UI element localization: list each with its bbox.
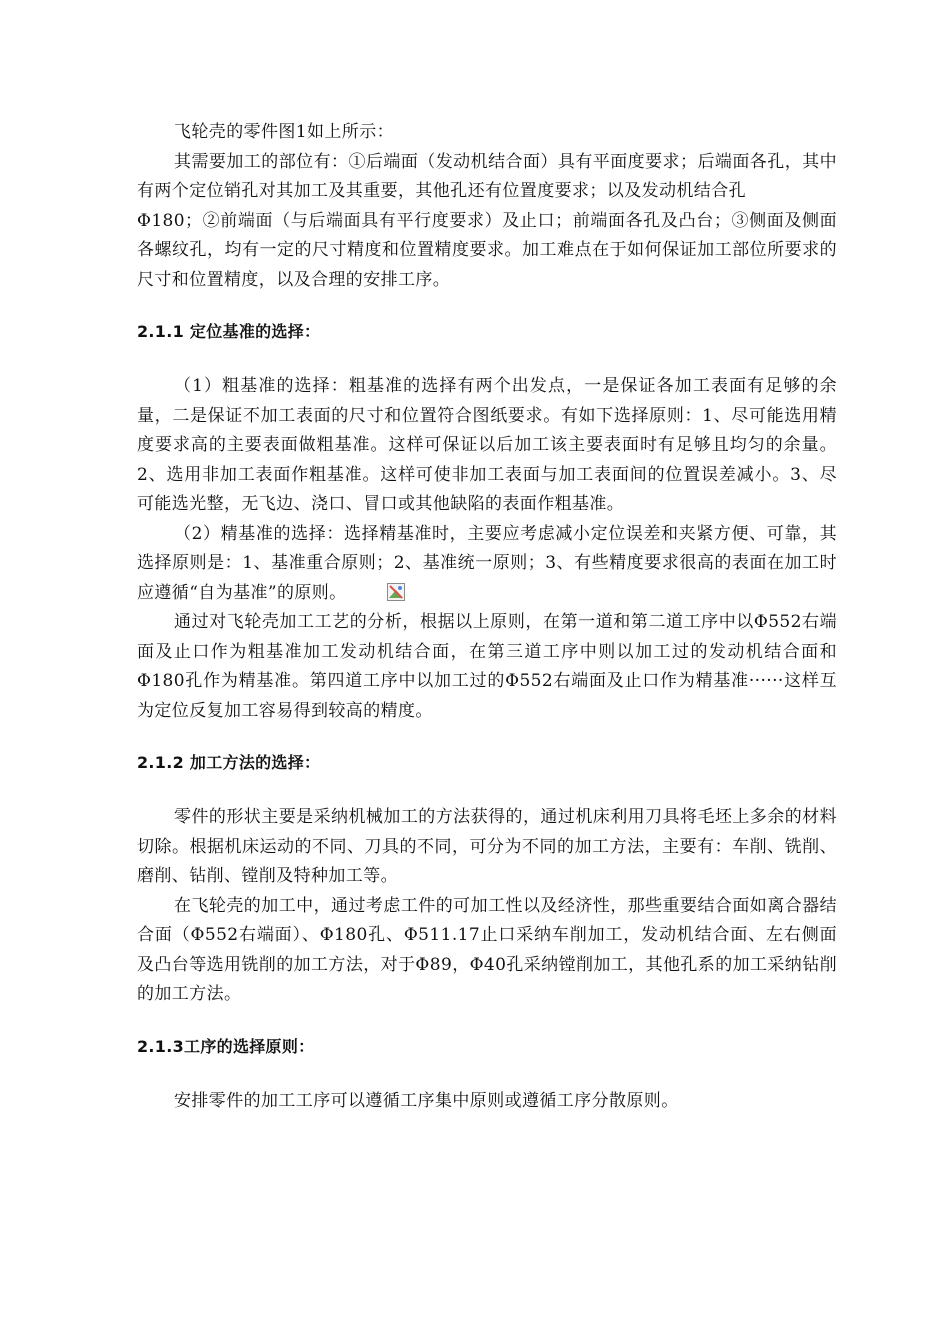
section1-paragraph-2 bbox=[137, 520, 837, 609]
intro-paragraph-2-line-1: 其需要加工的部位有：①后端面（发动机结合面）具有平面度要求；后端面各孔，其中有两个定位销孔对其加工及其重要，其他孔还有位置度要求；以及发动机结合孔 bbox=[137, 151, 837, 201]
section3-paragraph-1: 安排零件的加工工序可以遵循工序集中原则或遵循工序分散原则。 bbox=[174, 1090, 679, 1111]
section-heading-2-1-3: 2.1.3工序的选择原则： bbox=[137, 1036, 315, 1056]
intro-paragraph-2-line-2: Φ180；②前端面（与后端面具有平行度要求）及止口；前端面各孔及凸台；③侧面及侧面各螺纹孔，均有一定的尺寸精度和位置精度要求。加工难点在于如何保证加工部位所要求的尺寸和位置精度，以及合理的安排工序。 bbox=[137, 210, 837, 290]
section2-paragraph-2: 在飞轮壳的加工中，通过考虑工件的可加工性以及经济性，那些重要结合面如离合器结合面（Φ552右端面）、Φ180孔、Φ511.17止口采纳车削加工，发动机结合面、左右侧面及凸台等选用铣削的加工方法，对于Φ89，Φ40孔采纳镗削加工，其他孔系的加工采纳钻削的加工方法。 bbox=[137, 895, 837, 1004]
document-page bbox=[137, 118, 837, 1116]
section1-paragraph-2-text: （2）精基准的选择：选择精基准时，主要应考虑减小定位误差和夹紧方便、可靠，其选择原则是：1、基准重合原则；2、基准统一原则；3、有些精度要求很高的表面在加工时应遵循“自为基准”的原则。 bbox=[137, 523, 837, 603]
section-heading-2-1-1: 2.1.1 定位基准的选择： bbox=[137, 322, 321, 341]
broken-image-icon bbox=[350, 582, 368, 600]
section1-paragraph-3: 通过对飞轮壳加工工艺的分析，根据以上原则，在第一道和第二道工序中以Φ552右端面及止口作为粗基准加工发动机结合面，在第三道工序中则以加工过的发动机结合面和Φ180孔作为精基准。第四道工序中以加工过的Φ552右端面及止口作为精基准······这样互为定位反复加工容易得到较高的精度。 bbox=[137, 612, 837, 721]
section1-paragraph-1: （1）粗基准的选择：粗基准的选择有两个出发点，一是保证各加工表面有足够的余量，二是保证不加工表面的尺寸和位置符合图纸要求。有如下选择原则：1、尽可能选用精度要求高的主要表面做粗基准。这样可保证以后加工该主要表面时有足够且均匀的余量。2、选用非加工表面作粗基准。这样可使非加工表面与加工表面间的位置误差减小。3、尽可能选光整，无飞边、浇口、冒口或其他缺陷的表面作粗基准。 bbox=[137, 376, 837, 514]
section-heading-2-1-2: 2.1.2 加工方法的选择： bbox=[137, 753, 321, 772]
intro-paragraph-1: 飞轮壳的零件图1如上所示： bbox=[174, 122, 395, 142]
section2-paragraph-1: 零件的形状主要是采纳机械加工的方法获得的，通过机床利用刀具将毛坯上多余的材料切除。根据机床运动的不同、刀具的不同，可分为不同的加工方法，主要有：车削、铣削、磨削、钻削、镗削及特种加工等。 bbox=[137, 807, 837, 886]
